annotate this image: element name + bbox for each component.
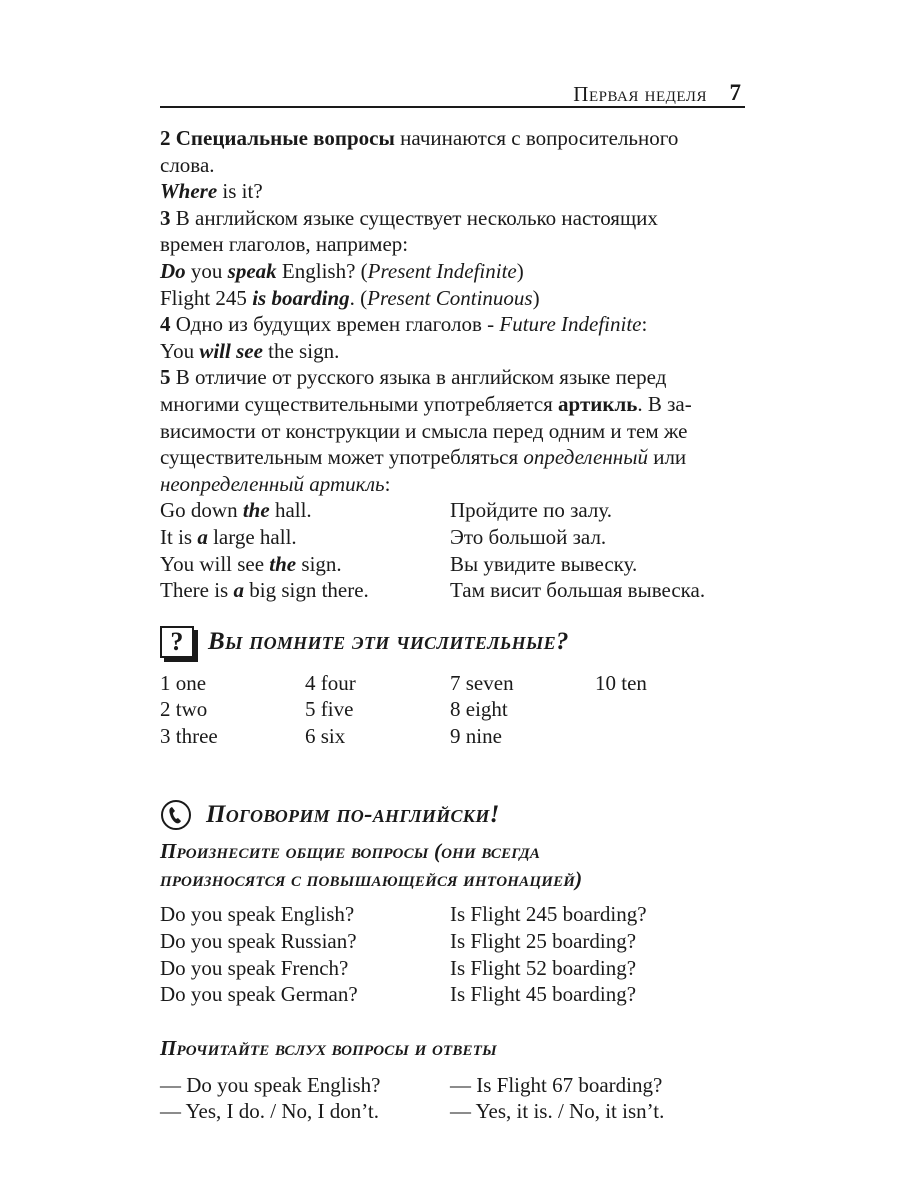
question: Is Flight 245 boarding? [450,902,647,927]
page-number: 7 [729,80,741,105]
example-emphasis: Where [160,179,218,204]
dialogue-line: — Yes, it is. / No, it isn’t. [450,1099,665,1124]
numeral [595,696,740,723]
note-5-line5 [160,471,746,498]
numeral [595,723,740,750]
question: Do you speak Russian? [160,929,357,954]
note-term: Специальные вопросы [175,126,395,150]
example-emphasis: Do [160,258,186,283]
example-future [160,338,746,365]
note-number: 4 [160,312,171,337]
russian-translation: Там висит большая вывеска. [450,578,706,603]
example-text: There is [160,578,234,603]
example-text: English? ( [276,258,368,283]
russian-translation: Пройдите по залу. [450,498,612,523]
numerals-row [160,670,746,697]
article-word: a [197,524,208,549]
article-examples [160,497,746,603]
question-icon: ? [160,626,194,658]
note-term-italic: неопределенный артикль [160,471,385,496]
article-word: the [269,551,297,576]
example-text: is it? [217,179,263,204]
note-number: 3 [160,205,171,230]
tense-name: Future Indefinite [499,312,642,337]
example-text: You [160,338,200,363]
example-text: You will see [160,551,270,576]
dialogue-line: — Do you speak English? [160,1072,381,1097]
russian-translation: Это большой зал. [450,524,607,549]
example-emphasis: will see [199,338,263,363]
example-present-continuous [160,285,746,312]
english-example [160,497,450,524]
running-title: Первая неделя [573,82,707,106]
example-text: Go down [160,498,243,523]
article-example-row [160,524,746,551]
numeral: 9 nine [450,723,502,748]
example-where [160,178,746,205]
note-text: В отличие от русского языка в английском языке перед [170,365,667,390]
example-text: the sign. [262,338,340,363]
question-row [160,955,746,982]
example-text: sign. [296,551,342,576]
example-text: hall. [269,498,312,523]
tense-name: Present Indefinite [367,258,517,283]
article-example-row [160,497,746,524]
question: Is Flight 45 boarding? [450,982,637,1007]
note-3 [160,205,746,232]
note-5-line3: висимости от конструкции и смысла перед одним и тем же [160,418,688,443]
dialogue-line: — Yes, I do. / No, I don’t. [160,1099,379,1124]
article-word: a [233,578,244,603]
numeral: 7 seven [450,670,514,695]
question: Do you speak German? [160,982,358,1007]
question-row [160,901,746,928]
note-text: начинаются с вопросительного [394,126,679,150]
note-2 [160,125,746,152]
numeral: 3 three [160,723,218,748]
question: Is Flight 52 boarding? [450,955,637,980]
numerals-table [160,670,746,750]
note-text: существительным может употребляться [160,445,524,470]
note-text: : [641,312,648,337]
note-number: 5 [160,365,171,390]
note-text: . В за- [637,391,692,416]
note-5-line4 [160,444,746,471]
example-text: large hall. [207,524,297,549]
english-example [160,524,450,551]
note-4 [160,311,746,338]
note-text: многими существительными употребляется [160,391,559,416]
dialogue-instruction: Прочитайте вслух вопросы и ответы [160,1035,497,1060]
numeral: 10 ten [595,670,647,695]
numeral: 1 one [160,670,207,695]
question: Is Flight 25 boarding? [450,929,637,954]
english-example [160,577,450,604]
numerals-heading [160,626,746,658]
example-text: you [185,258,228,283]
numeral: 5 five [305,697,354,722]
tense-name: Present Continuous [367,285,533,310]
example-text: It is [160,524,198,549]
example-text: . ( [349,285,368,310]
speaking-heading [160,799,746,831]
note-number: 2 [160,126,171,150]
note-5-line2 [160,391,746,418]
general-questions-table [160,901,746,1007]
example-emphasis: speak [227,258,277,283]
telephone-icon [160,799,192,831]
question: Do you speak French? [160,955,349,980]
numerals-row [160,696,746,723]
article-word: the [242,498,270,523]
note-3-line2: времен глаголов, например: [160,232,409,257]
example-present-indefinite [160,258,746,285]
note-text: : [384,471,391,496]
example-text: ) [532,285,540,310]
question-row [160,981,746,1008]
numerals-row [160,723,746,750]
article-example-row [160,551,746,578]
instruction-line: произносятся с повышающейся интонацией) [160,867,583,892]
note-text: или [647,445,687,470]
article-example-row [160,577,746,604]
dialogue-table [160,1072,746,1125]
note-term-italic: определенный [523,445,648,470]
note-5 [160,364,746,391]
page-body [160,125,746,1125]
dialogue-row [160,1098,746,1125]
instruction-line: Произнесите общие вопросы (они всегда [160,839,541,864]
question-row [160,928,746,955]
note-text: Одно из будущих времен глаголов - [170,312,500,337]
note-text: В английском языке существует несколько настоящих [170,205,658,230]
section-title: Поговорим по-английски! [206,801,500,829]
dialogue-line: — Is Flight 67 boarding? [450,1072,663,1097]
example-text: ) [516,258,524,283]
running-header [160,80,745,108]
numeral: 4 four [305,670,356,695]
russian-translation: Вы увидите вывеску. [450,551,638,576]
question: Do you speak English? [160,902,355,927]
general-questions-instruction [160,837,746,893]
dialogue-row [160,1072,746,1099]
example-text: Flight 245 [160,285,253,310]
numeral: 8 eight [450,697,508,722]
example-emphasis: is boarding [252,285,350,310]
numeral: 6 six [305,723,346,748]
example-text: big sign there. [243,578,369,603]
english-example [160,551,450,578]
section-title: Вы помните эти числительные? [208,627,569,655]
numeral: 2 two [160,697,208,722]
note-2-line2: слова. [160,152,215,177]
note-term: артикль [558,391,638,416]
